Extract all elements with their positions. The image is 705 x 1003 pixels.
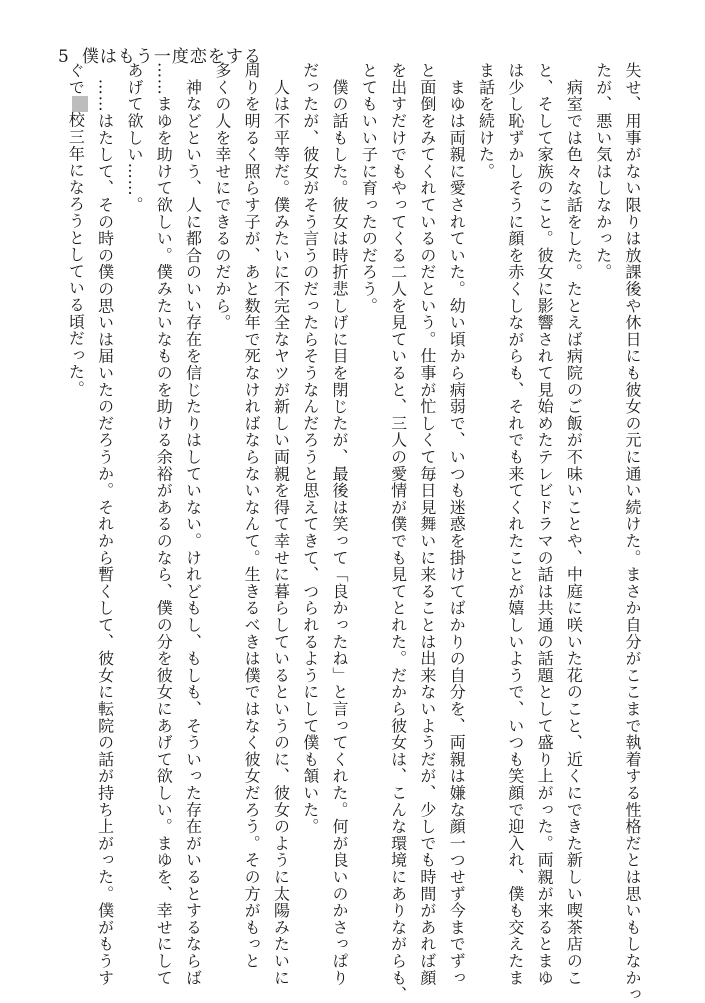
text-line: ま話を続けた。 xyxy=(476,62,496,180)
text-line: 多くの人を幸せにできるのだから。 xyxy=(212,62,232,331)
text-line: 神などという、人に都合のいい存在を信じたりはしていない。けれどもし、もしも、そういった存在がいるとするならば xyxy=(183,62,203,986)
text-line: 僕の話もした。彼女は時折悲しげに目を閉じたが、最後は笑って「良かったね」と言ってくれた。何が良いのかさっぱり xyxy=(330,62,350,986)
vertical-body-text xyxy=(47,62,647,1003)
redaction-mark xyxy=(72,96,88,112)
text-line: ……はたして、その時の僕の思いは届いたのだろうか。それから暫くして、彼女に転院の話が持ち上がった。僕がもうす xyxy=(95,62,115,986)
text-line: 人は不平等だ。僕みたいに不完全なヤツが新しい両親を得て幸せに暮らしているというのに、彼女のように太陽みたいに xyxy=(271,62,291,986)
text-line: まゆは両親に愛されていた。幼い頃から病弱で、いつも迷惑を掛けてばかりの自分を、両親は嫌な顔一つせず今までずっ xyxy=(447,62,467,986)
text-line: と、そして家族のこと。彼女に影響されて見始めたテレビドラマの話は共通の話題として盛り上がった。両親が来るとまゆ xyxy=(535,62,555,986)
text-line: は少し恥ずかしそうに顔を赤くしながらも、それでも来てくれたことが嬉しいようで、いつも笑顔で迎入れ、僕も交えたま xyxy=(505,62,525,986)
text-fragment: ぐで xyxy=(66,62,86,96)
text-fragment: 校三年になろうとしている頃だった。 xyxy=(66,111,86,398)
text-line: 病室では色々な話をした。たとえば病院のご飯が不味いことや、中庭に咲いた花のこと、近くにできた新しい喫茶店のこ xyxy=(564,62,584,986)
text-line: を出すだけでもやってくる二人を見ていると、三人の愛情が僕でも見てとれた。だから彼女は、こんな環境にありながらも、 xyxy=(388,62,408,1003)
text-line: ……まゆを助けて欲しい。僕みたいなものを助ける余裕があるのなら、僕の分を彼女にあげて欲しい。まゆを、幸せにして xyxy=(154,62,174,986)
text-line-last xyxy=(61,62,90,962)
text-line: 失せ、用事がない限りは放課後や休日にも彼女の元に通い続けた。まさか自分がここまで執着する性格だとは思いもしなかっ xyxy=(623,62,642,1003)
text-line: あげて欲しい……。 xyxy=(124,62,144,214)
text-line: だったが、彼女がそう言うのだったらそうなんだろうと思えてきて、つられるようにして僕も頷いた。 xyxy=(300,62,320,835)
page-number: 5 xyxy=(58,47,70,67)
text-line: たが、悪い気はしなかった。 xyxy=(593,62,613,281)
chapter-title: 僕はもう一度恋をする xyxy=(81,47,262,67)
text-line: とてもいい子に育ったのだろう。 xyxy=(359,62,379,314)
text-line: と面倒をみてくれているのだという。仕事が忙しくて毎日見舞いに来ることは出来ないようだが、少しでも時間があれば顔 xyxy=(417,62,437,986)
text-line: 周りを明るく照らす子が、あと数年で死なければならないなんて。生きるべきは僕ではなく彼女だろう。その方がもっと xyxy=(242,62,262,970)
